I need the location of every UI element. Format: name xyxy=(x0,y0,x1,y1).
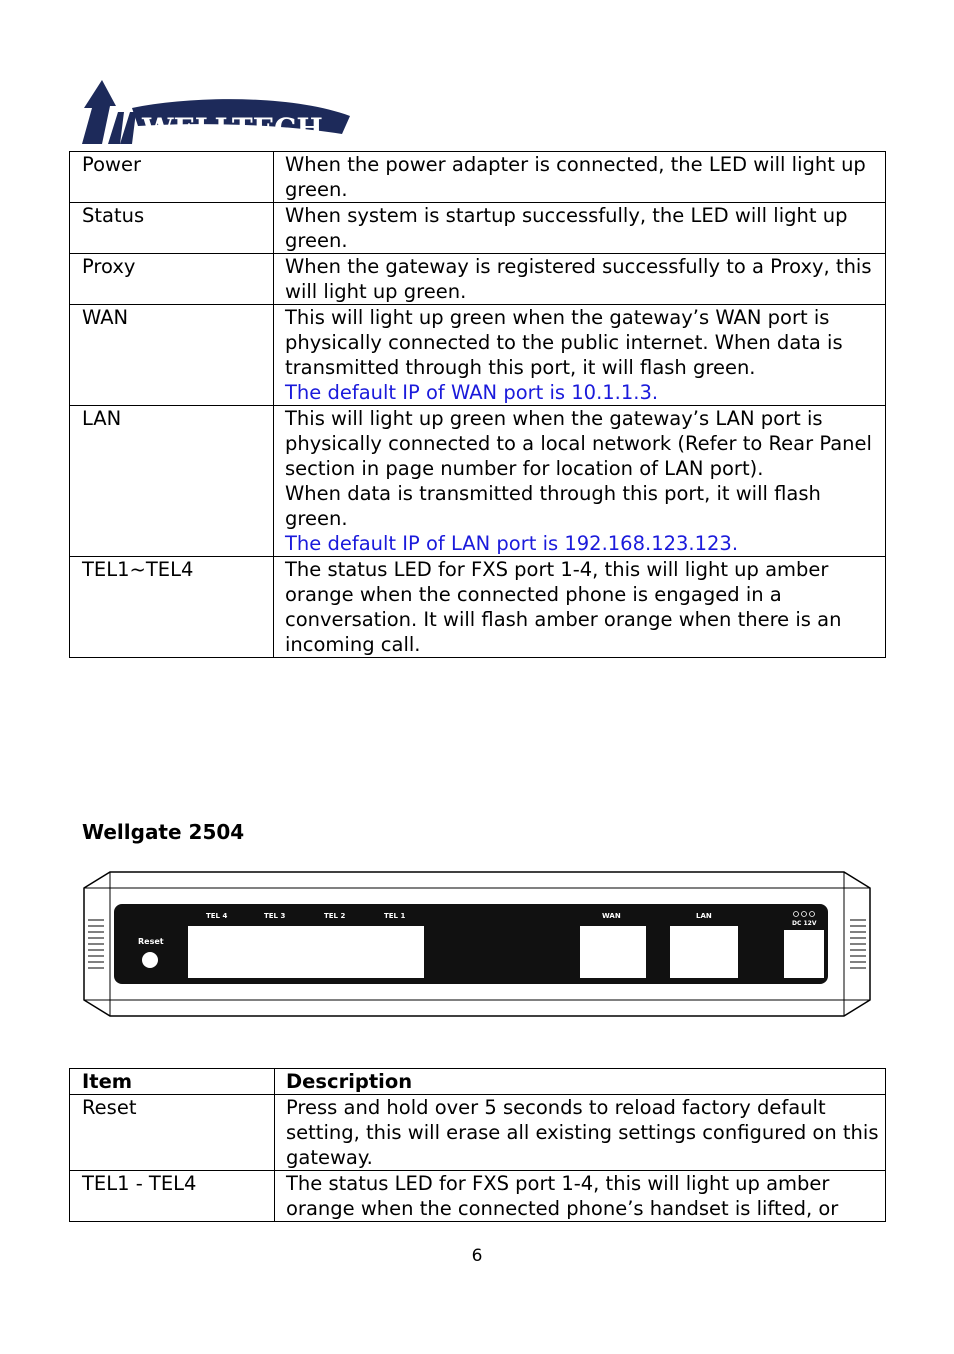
description-cell xyxy=(274,254,886,305)
item-cell: Reset xyxy=(70,1095,275,1171)
tel2-label: TEL 2 xyxy=(324,912,346,920)
dc-label: DC 12V xyxy=(792,920,817,927)
description-text: When system is startup successfully, the LED will light up green. xyxy=(285,204,848,252)
description-text: This will light up green when the gateway’s LAN port is physically connected to a local network (Refer to Rear Panel section in page number for location of LAN port). xyxy=(285,407,872,480)
led-status-table xyxy=(69,151,886,658)
table-row xyxy=(70,406,886,557)
header-description: Description xyxy=(275,1069,886,1095)
description-cell: The status LED for FXS port 1-4, this will light up amber orange when the connected phone’s handset is lifted, or xyxy=(275,1171,886,1222)
table-row xyxy=(70,557,886,658)
description-cell xyxy=(274,557,886,658)
reset-button xyxy=(142,952,158,968)
tel-ports xyxy=(188,926,424,978)
description-cell xyxy=(274,305,886,406)
item-cell: Proxy xyxy=(70,254,274,305)
table-row xyxy=(70,203,886,254)
panel-items-table xyxy=(69,1068,886,1222)
table-row xyxy=(70,1095,886,1171)
tel3-label: TEL 3 xyxy=(264,912,286,920)
description-cell xyxy=(274,152,886,203)
description-text: When the power adapter is connected, the LED will light up green. xyxy=(285,153,866,201)
table-header-row xyxy=(70,1069,886,1095)
description-text: When data is transmitted through this port, it will flash green. xyxy=(285,482,821,530)
item-cell: WAN xyxy=(70,305,274,406)
table-row xyxy=(70,305,886,406)
header-item: Item xyxy=(70,1069,275,1095)
front-panel-diagram xyxy=(82,870,872,1020)
wan-port xyxy=(580,926,646,978)
wan-label: WAN xyxy=(602,912,621,920)
item-cell: TEL1 - TEL4 xyxy=(70,1171,275,1222)
description-text: When the gateway is registered successfully to a Proxy, this will light up green. xyxy=(285,255,872,303)
logo-text: WELLTECH xyxy=(142,112,323,145)
lan-label: LAN xyxy=(696,912,712,920)
dc-port xyxy=(784,930,824,978)
table-row xyxy=(70,1171,886,1222)
description-cell xyxy=(274,203,886,254)
tel4-label: TEL 4 xyxy=(206,912,228,920)
description-cell xyxy=(274,406,886,557)
welltech-logo xyxy=(80,78,352,146)
description-cell: Press and hold over 5 seconds to reload factory default setting, this will erase all existing settings configured on this gateway. xyxy=(275,1095,886,1171)
default-ip-note: The default IP of WAN port is 10.1.1.3. xyxy=(285,381,659,404)
description-text: The status LED for FXS port 1-4, this will light up amber orange when the connected phone is engaged in a conversation. It will flash amber orange when there is an incoming call. xyxy=(285,558,842,656)
page-number: 6 xyxy=(471,1246,483,1266)
item-cell: Status xyxy=(70,203,274,254)
section-title: Wellgate 2504 xyxy=(82,820,245,844)
reset-label: Reset xyxy=(138,937,164,946)
lan-port xyxy=(670,926,738,978)
table-row xyxy=(70,254,886,305)
tel1-label: TEL 1 xyxy=(384,912,406,920)
item-cell: TEL1~TEL4 xyxy=(70,557,274,658)
table-row xyxy=(70,152,886,203)
default-ip-note: The default IP of LAN port is 192.168.123.123. xyxy=(285,532,739,555)
item-cell: Power xyxy=(70,152,274,203)
description-text: This will light up green when the gateway’s WAN port is physically connected to the public internet. When data is transmitted through this port, it will flash green. xyxy=(285,306,843,379)
item-cell: LAN xyxy=(70,406,274,557)
